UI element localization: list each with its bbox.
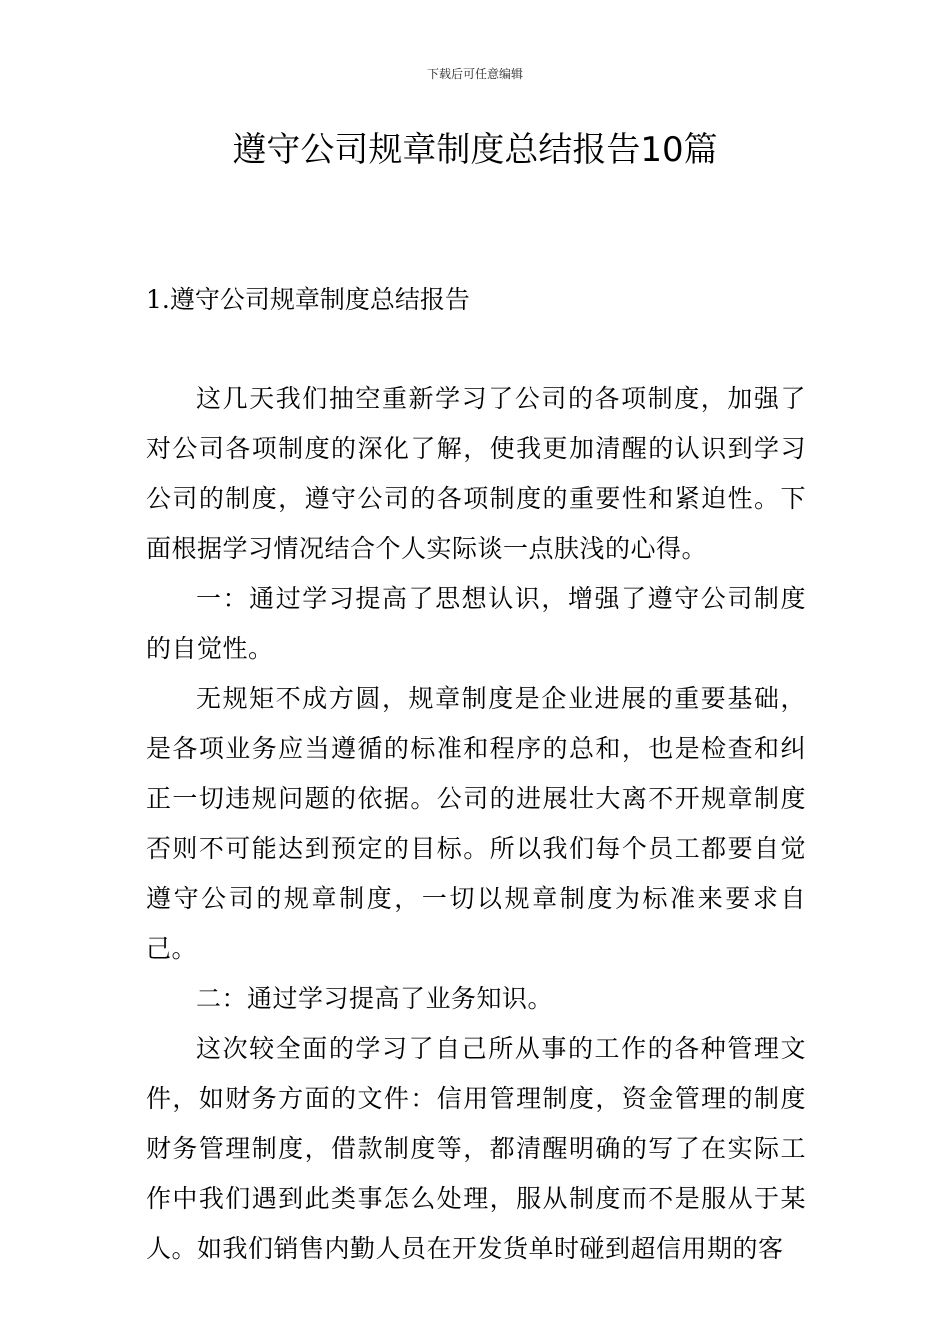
header-note: 下载后可任意编辑 [426, 67, 523, 81]
section-heading: 1.遵守公司规章制度总结报告 [146, 285, 470, 314]
document-body [146, 374, 806, 1274]
paragraph: 这次较全面的学习了自己所从事的工作的各种管理文件，如财务方面的文件：信用管理制度，资金管理的制度财务管理制度，借款制度等，都清醒明确的写了在实际工作中我们遇到此类事怎么处理，服从制度而不是服从于某人。如我们销售内勤人员在开发货单时碰到超信用期的客 [146, 1034, 806, 1263]
paragraph: 无规矩不成方圆，规章制度是企业进展的重要基础，是各项业务应当遵循的标准和程序的总和，也是检查和纠正一切违规问题的依据。公司的进展壮大离不开规章制度否则不可能达到预定的目标。所以我们每个员工都要自觉遵守公司的规章制度，一切以规章制度为标准来要求自己。 [146, 684, 806, 963]
paragraph: 这几天我们抽空重新学习了公司的各项制度，加强了对公司各项制度的深化了解，使我更加清醒的认识到学习公司的制度，遵守公司的各项制度的重要性和紧迫性。下面根据学习情况结合个人实际谈一点肤浅的心得。 [146, 384, 806, 563]
paragraph: 一：通过学习提高了思想认识，增强了遵守公司制度的自觉性。 [146, 584, 806, 663]
paragraph: 二：通过学习提高了业务知识。 [196, 984, 554, 1013]
document-title: 遵守公司规章制度总结报告10篇 [232, 130, 718, 170]
